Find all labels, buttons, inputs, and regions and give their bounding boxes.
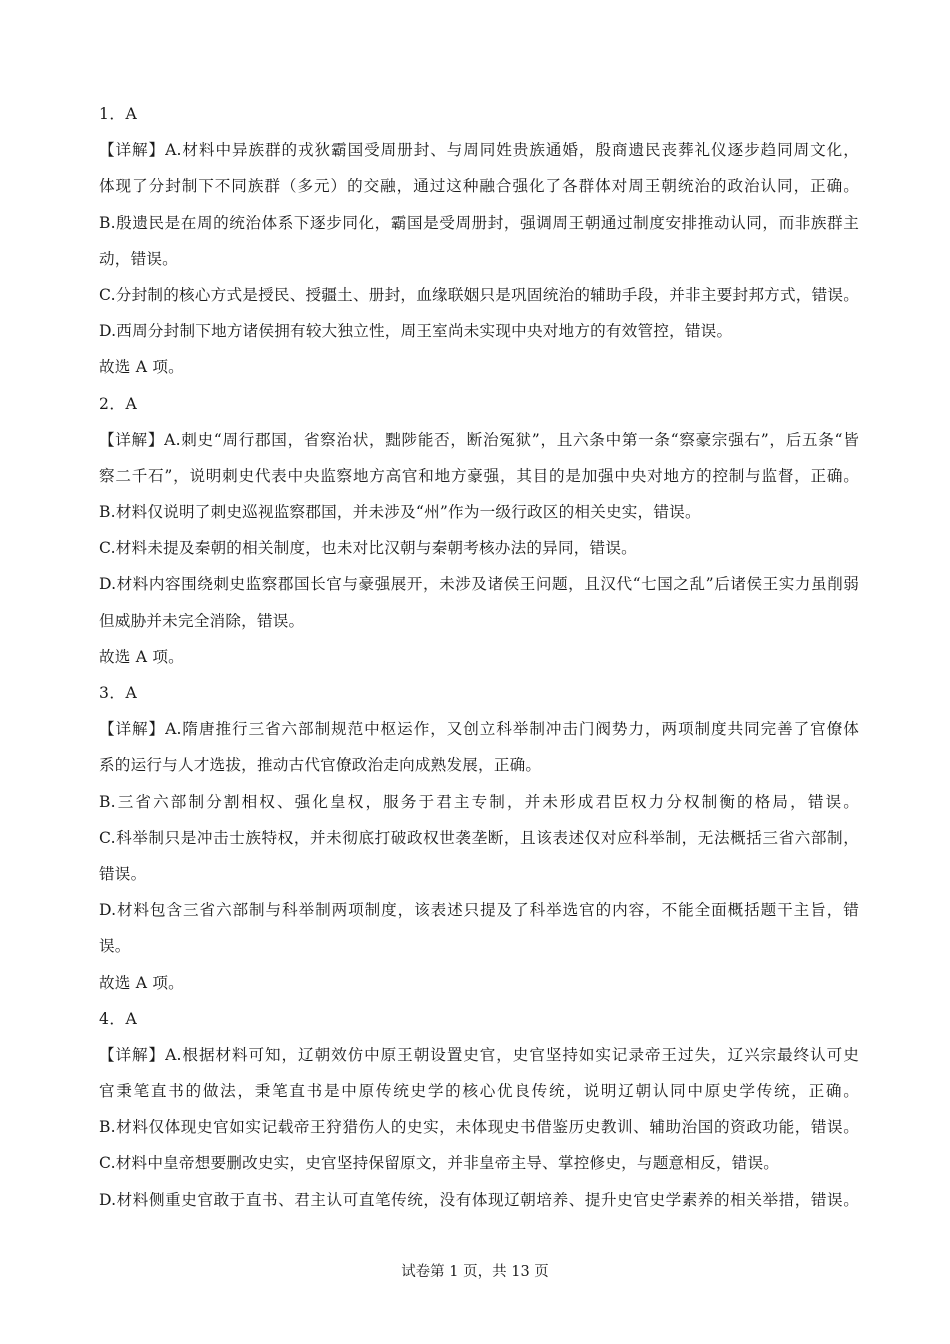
text-line: D.材料侧重史官敢于直书、君主认可直笔传统，没有体现辽朝培养、提升史官史学素养的相关举措，错误。 xyxy=(99,1190,859,1209)
text-line: 【详解】A.根据材料可知，辽朝效仿中原王朝设置史官，史官坚持如实记录帝王过失，辽兴宗最终认可史 xyxy=(99,1045,859,1064)
text-line: 【详解】A.材料中异族群的戎狄霸国受周册封、与周同姓贵族通婚，殷商遗民丧葬礼仪逐步趋同周文化， xyxy=(99,141,859,160)
text-line: 【详解】A.刺史“周行郡国，省察治状，黜陟能否，断治冤狱”，且六条中第一条“察豪宗强右”，后五条“皆 xyxy=(99,430,859,449)
text-line: C.分封制的核心方式是授民、授疆土、册封，血缘联姻只是巩固统治的辅助手段，并非主要封邦方式，错误。 xyxy=(99,285,859,304)
text-line: B.材料仅说明了刺史巡视监察郡国，并未涉及“州”作为一级行政区的相关史实，错误。 xyxy=(99,503,701,522)
text-line: B.三省六部制分割相权、强化皇权，服务于君主专制，并未形成君臣权力分权制衡的格局，错误。 xyxy=(99,792,859,811)
conclusion-line: 故选 A 项。 xyxy=(99,358,184,377)
answer-content xyxy=(99,96,859,1218)
answer-number: 4．A xyxy=(99,1009,138,1028)
text-line: 体现了分封制下不同族群（多元）的交融，通过这种融合强化了各群体对周王朝统治的政治认同，正确。 xyxy=(99,177,859,196)
answer-number: 1．A xyxy=(99,105,138,123)
text-line: C.材料未提及秦朝的相关制度，也未对比汉朝与秦朝考核办法的异同，错误。 xyxy=(99,539,637,558)
text-line: C.材料中皇帝想要删改史实，史官坚持保留原文，并非皇帝主导、掌控修史，与题意相反，错误。 xyxy=(99,1154,780,1173)
conclusion-line: 故选 A 项。 xyxy=(99,647,184,666)
text-line: D.西周分封制下地方诸侯拥有较大独立性，周王室尚未实现中央对地方的有效管控，错误。 xyxy=(99,322,733,341)
answer-number: 2．A xyxy=(99,394,138,413)
page-footer: 试卷第 1 页，共 13 页 xyxy=(401,1264,549,1280)
text-line: 【详解】A.隋唐推行三省六部制规范中枢运作，又创立科举制冲击门阀势力，两项制度共同完善了官僚体 xyxy=(99,720,859,739)
text-line: B.材料仅体现史官如实记载帝王狩猎伤人的史实，未体现史书借鉴历史教训、辅助治国的资政功能，错误。 xyxy=(99,1118,859,1137)
text-line: 错误。 xyxy=(99,864,147,883)
text-line: B.殷遗民是在周的统治体系下逐步同化，霸国是受周册封，强调周王朝通过制度安排推动认同，而非族群主 xyxy=(99,213,859,232)
text-line: D.材料包含三省六部制与科举制两项制度，该表述只提及了科举选官的内容，不能全面概括题干主旨，错 xyxy=(99,901,859,920)
text-line: 察二千石”，说明刺史代表中央监察地方高官和地方豪强，其目的是加强中央对地方的控制与监督，正确。 xyxy=(99,466,859,485)
text-line: C.科举制只是冲击士族特权，并未彻底打破政权世袭垄断，且该表述仅对应科举制，无法概括三省六部制， xyxy=(99,828,859,847)
text-line: D.材料内容围绕刺史监察郡国长官与豪强展开，未涉及诸侯王问题，且汉代“七国之乱”后诸侯王实力虽削弱 xyxy=(99,575,859,594)
text-line: 但威胁并未完全消除，错误。 xyxy=(99,611,305,630)
answer-number: 3．A xyxy=(99,684,138,702)
text-line: 官秉笔直书的做法，秉笔直书是中原传统史学的核心优良传统，说明辽朝认同中原史学传统，正确。 xyxy=(99,1082,859,1101)
text-line: 动，错误。 xyxy=(99,249,178,268)
text-line: 系的运行与人才选拔，推动古代官僚政治走向成熟发展，正确。 xyxy=(99,756,542,775)
conclusion-line: 故选 A 项。 xyxy=(99,973,184,992)
text-line: 误。 xyxy=(99,937,131,956)
